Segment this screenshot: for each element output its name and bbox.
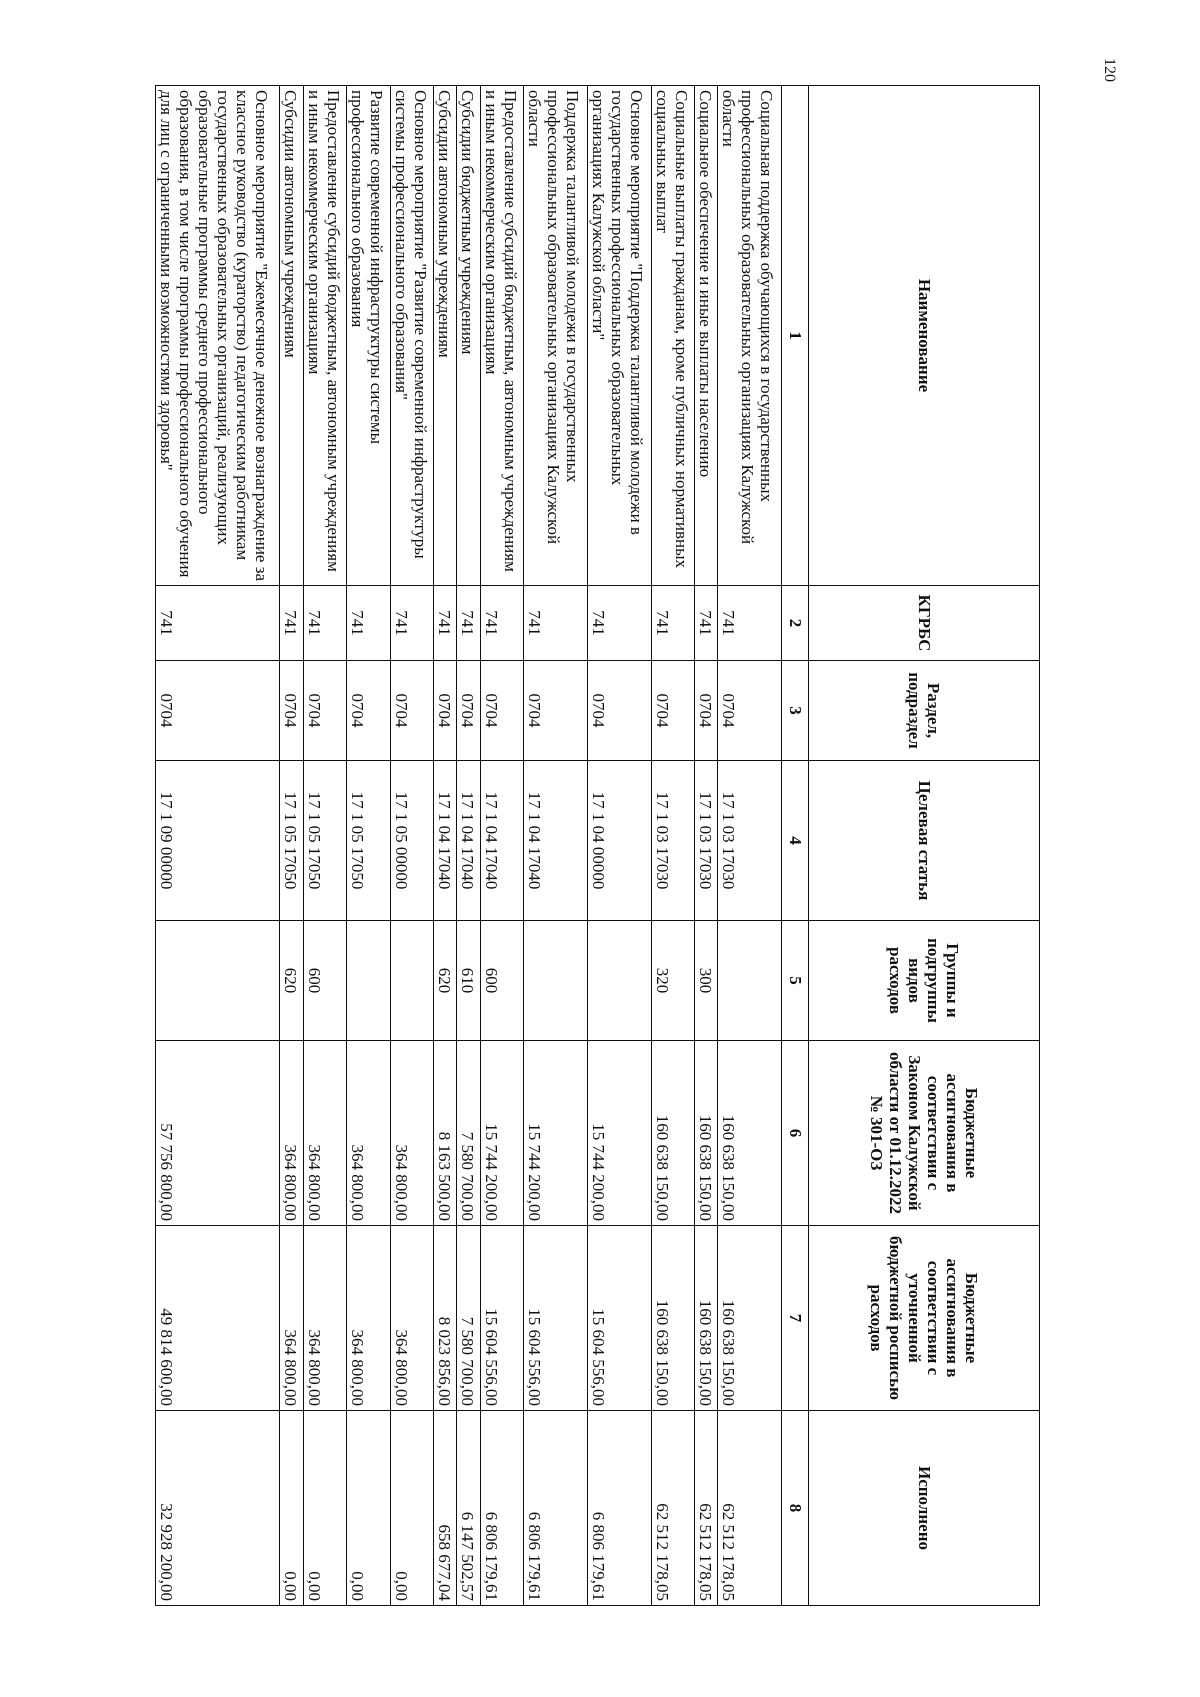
cell-expense-group (718, 921, 782, 1041)
cell-name: Субсидии автономным учреждениям (280, 86, 303, 586)
cell-refined-amount: 160 638 150,00 (695, 1226, 718, 1411)
cell-target-article: 17 1 05 17050 (280, 761, 303, 921)
cell-name: Основное мероприятие "Ежемесячное денежное вознаграждение за классное руководство (кураторство) педагогическим работникам государственных образовательных организаций, реализующих образовательные программы среднего профессионального образования, в том числе программы профессионального обучения для лиц с ограниченными возможностями здоровья" (156, 86, 280, 586)
column-number: 5 (782, 921, 809, 1041)
cell-executed-amount: 6 806 179,61 (524, 1411, 588, 1606)
cell-razdel: 0704 (303, 661, 347, 761)
cell-refined-amount: 15 604 556,00 (524, 1226, 588, 1411)
column-number-row (782, 86, 809, 1606)
cell-razdel: 0704 (587, 661, 651, 761)
cell-target-article: 17 1 05 00000 (390, 761, 434, 921)
column-number: 6 (782, 1041, 809, 1226)
cell-law-amount: 8 163 500,00 (434, 1041, 457, 1226)
cell-kgrbs: 741 (457, 586, 480, 661)
cell-expense-group (156, 921, 280, 1041)
cell-kgrbs: 741 (524, 586, 588, 661)
cell-refined-amount: 8 023 856,00 (434, 1226, 457, 1411)
cell-kgrbs: 741 (280, 586, 303, 661)
header-row (809, 86, 1040, 1606)
cell-law-amount: 364 800,00 (280, 1041, 303, 1226)
table-row (390, 86, 434, 1606)
table-row (303, 86, 347, 1606)
cell-kgrbs: 741 (718, 586, 782, 661)
table-row (718, 86, 782, 1606)
cell-target-article: 17 1 04 00000 (587, 761, 651, 921)
cell-target-article: 17 1 03 17030 (718, 761, 782, 921)
cell-expense-group (524, 921, 588, 1041)
cell-expense-group: 620 (434, 921, 457, 1041)
cell-expense-group: 600 (303, 921, 347, 1041)
cell-razdel: 0704 (651, 661, 695, 761)
cell-expense-group (587, 921, 651, 1041)
cell-refined-amount: 364 800,00 (347, 1226, 391, 1411)
cell-executed-amount: 62 512 178,05 (718, 1411, 782, 1606)
cell-expense-group: 620 (280, 921, 303, 1041)
cell-kgrbs: 741 (347, 586, 391, 661)
cell-executed-amount: 658 677,04 (434, 1411, 457, 1606)
cell-target-article: 17 1 09 00000 (156, 761, 280, 921)
cell-refined-amount: 160 638 150,00 (651, 1226, 695, 1411)
cell-target-article: 17 1 04 17040 (480, 761, 524, 921)
cell-executed-amount: 6 806 179,61 (587, 1411, 651, 1606)
cell-expense-group: 600 (480, 921, 524, 1041)
cell-kgrbs: 741 (695, 586, 718, 661)
table-row (280, 86, 303, 1606)
cell-kgrbs: 741 (303, 586, 347, 661)
cell-kgrbs: 741 (587, 586, 651, 661)
cell-refined-amount: 15 604 556,00 (480, 1226, 524, 1411)
cell-razdel: 0704 (347, 661, 391, 761)
cell-kgrbs: 741 (390, 586, 434, 661)
cell-kgrbs: 741 (651, 586, 695, 661)
column-number: 2 (782, 586, 809, 661)
table-row (156, 86, 280, 1606)
cell-razdel: 0704 (480, 661, 524, 761)
header-expense-groups: Группы и подгруппы видов расходов (809, 921, 1040, 1041)
cell-expense-group (390, 921, 434, 1041)
column-number: 4 (782, 761, 809, 921)
cell-executed-amount: 62 512 178,05 (695, 1411, 718, 1606)
cell-executed-amount: 62 512 178,05 (651, 1411, 695, 1606)
cell-refined-amount: 364 800,00 (303, 1226, 347, 1411)
cell-target-article: 17 1 05 17050 (347, 761, 391, 921)
cell-target-article: 17 1 03 17030 (695, 761, 718, 921)
cell-executed-amount: 32 928 200,00 (156, 1411, 280, 1606)
cell-expense-group: 610 (457, 921, 480, 1041)
cell-expense-group: 300 (695, 921, 718, 1041)
cell-kgrbs: 741 (156, 586, 280, 661)
cell-refined-amount: 7 580 700,00 (457, 1226, 480, 1411)
header-law-allocations: Бюджетные ассигнования в соответствии с Законом Калужской области от 01.12.2022 № 301-ОЗ (809, 1041, 1040, 1226)
cell-refined-amount: 160 638 150,00 (718, 1226, 782, 1411)
cell-expense-group: 320 (651, 921, 695, 1041)
cell-name: Основное мероприятие "Поддержка талантливой молодежи в государственных профессиональных образовательных организациях Калужской области" (587, 86, 651, 586)
cell-name: Социальная поддержка обучающихся в государственных профессиональных образовательных организациях Калужской области (718, 86, 782, 586)
cell-executed-amount: 0,00 (303, 1411, 347, 1606)
cell-refined-amount: 364 800,00 (280, 1226, 303, 1411)
cell-name: Поддержка талантливой молодежи в государственных профессиональных образовательных организациях Калужской области (524, 86, 588, 586)
budget-table (155, 85, 1040, 1606)
cell-target-article: 17 1 04 17040 (434, 761, 457, 921)
header-executed: Исполнено (809, 1411, 1040, 1606)
cell-target-article: 17 1 04 17040 (457, 761, 480, 921)
column-number: 8 (782, 1411, 809, 1606)
cell-law-amount: 364 800,00 (390, 1041, 434, 1226)
header-target-article: Целевая статья (809, 761, 1040, 921)
cell-razdel: 0704 (280, 661, 303, 761)
cell-law-amount: 160 638 150,00 (695, 1041, 718, 1226)
cell-law-amount: 15 744 200,00 (587, 1041, 651, 1226)
cell-name: Субсидии автономным учреждениям (434, 86, 457, 586)
cell-razdel: 0704 (524, 661, 588, 761)
cell-executed-amount: 0,00 (390, 1411, 434, 1606)
cell-law-amount: 57 756 800,00 (156, 1041, 280, 1226)
cell-target-article: 17 1 03 17030 (651, 761, 695, 921)
cell-name: Предоставление субсидий бюджетным, автономным учреждениям и иным некоммерческим организациям (480, 86, 524, 586)
cell-razdel: 0704 (434, 661, 457, 761)
cell-razdel: 0704 (457, 661, 480, 761)
cell-target-article: 17 1 05 17050 (303, 761, 347, 921)
cell-razdel: 0704 (390, 661, 434, 761)
cell-law-amount: 364 800,00 (347, 1041, 391, 1226)
cell-razdel: 0704 (156, 661, 280, 761)
header-razdel: Раздел, подраздел (809, 661, 1040, 761)
cell-executed-amount: 0,00 (347, 1411, 391, 1606)
cell-law-amount: 364 800,00 (303, 1041, 347, 1226)
table-row (347, 86, 391, 1606)
cell-refined-amount: 49 814 600,00 (156, 1226, 280, 1411)
cell-law-amount: 15 744 200,00 (480, 1041, 524, 1226)
cell-expense-group (347, 921, 391, 1041)
column-number: 7 (782, 1226, 809, 1411)
cell-law-amount: 7 580 700,00 (457, 1041, 480, 1226)
cell-name: Предоставление субсидий бюджетным, автономным учреждениям и иным некоммерческим организациям (303, 86, 347, 586)
rotated-page (155, 85, 1040, 1605)
cell-razdel: 0704 (718, 661, 782, 761)
cell-name: Развитие современной инфраструктуры системы профессионального образования (347, 86, 391, 586)
cell-law-amount: 160 638 150,00 (651, 1041, 695, 1226)
cell-law-amount: 160 638 150,00 (718, 1041, 782, 1226)
table-row (695, 86, 718, 1606)
table-row (524, 86, 588, 1606)
table-row (457, 86, 480, 1606)
table-row (434, 86, 457, 1606)
header-kgrbs: КГРБС (809, 586, 1040, 661)
cell-executed-amount: 6 147 502,57 (457, 1411, 480, 1606)
cell-target-article: 17 1 04 17040 (524, 761, 588, 921)
header-refined-allocations: Бюджетные ассигнования в соответствии с уточненной бюджетной росписью расходов (809, 1226, 1040, 1411)
cell-kgrbs: 741 (480, 586, 524, 661)
page-number: 120 (1101, 58, 1118, 82)
table-row (587, 86, 651, 1606)
cell-name: Социальные выплаты гражданам, кроме публичных нормативных социальных выплат (651, 86, 695, 586)
cell-razdel: 0704 (695, 661, 718, 761)
header-name: Наименование (809, 86, 1040, 586)
cell-kgrbs: 741 (434, 586, 457, 661)
cell-name: Основное мероприятие "Развитие современной инфраструктуры системы профессионального образования" (390, 86, 434, 586)
cell-executed-amount: 0,00 (280, 1411, 303, 1606)
cell-name: Социальное обеспечение и иные выплаты населению (695, 86, 718, 586)
cell-refined-amount: 15 604 556,00 (587, 1226, 651, 1411)
cell-name: Субсидии бюджетным учреждениям (457, 86, 480, 586)
table-row (651, 86, 695, 1606)
table-row (480, 86, 524, 1606)
cell-executed-amount: 6 806 179,61 (480, 1411, 524, 1606)
cell-refined-amount: 364 800,00 (390, 1226, 434, 1411)
cell-law-amount: 15 744 200,00 (524, 1041, 588, 1226)
column-number: 1 (782, 86, 809, 586)
column-number: 3 (782, 661, 809, 761)
